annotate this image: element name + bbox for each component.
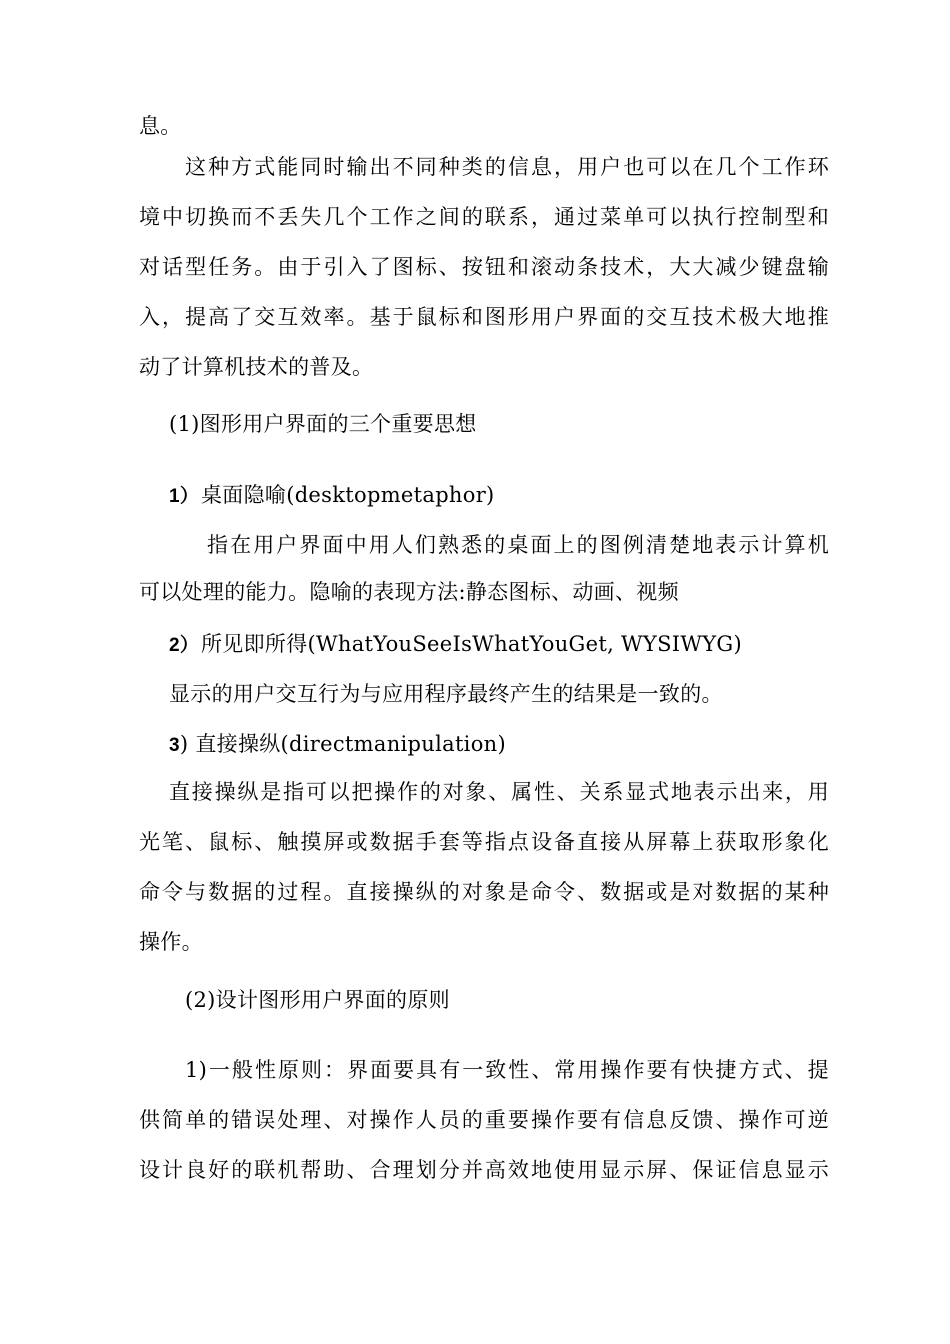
list-item-title: ) 直接操纵(directmanipulation) [179, 732, 506, 756]
paragraph-line: 操作。 [139, 930, 203, 954]
list-item-title: 所见即所得(WhatYouSeeIsWhatYouGet, WYSIWYG) [201, 632, 742, 656]
paragraph-line: 对话型任务。由于引入了图标、按钮和滚动条技术，大大减少键盘输 [139, 255, 829, 279]
list-number: 3 [169, 735, 180, 756]
paragraph-line: 供简单的错误处理、对操作人员的重要操作要有信息反馈、操作可逆 [139, 1108, 829, 1132]
paragraph-line: 息。 [139, 114, 182, 138]
list-item-heading [169, 630, 859, 660]
list-item-heading [169, 730, 859, 760]
list-item-heading [169, 481, 859, 511]
paragraph-line: 光笔、鼠标、触摸屏或数据手套等指点设备直接从屏幕上获取形象化 [139, 830, 829, 854]
list-item-title: 桌面隐喻(desktopmetaphor) [201, 483, 495, 507]
section-heading: (2)设计图形用户界面的原则 [185, 988, 450, 1012]
list-number: 1） [169, 486, 200, 507]
paragraph-line: 1)一般性原则：界面要具有一致性、常用操作要有快捷方式、提 [185, 1058, 829, 1082]
paragraph-line: 入，提高了交互效率。基于鼠标和图形用户界面的交互技术极大地推 [139, 305, 829, 329]
paragraph-line: 设计良好的联机帮助、合理划分并高效地使用显示屏、保证信息显示 [139, 1158, 829, 1182]
paragraph-line: 这种方式能同时输出不同种类的信息，用户也可以在几个工作环 [185, 155, 829, 179]
paragraph-line: 可以处理的能力。隐喻的表现方法:静态图标、动画、视频 [139, 580, 679, 604]
section-heading: (1)图形用户界面的三个重要思想 [169, 412, 477, 436]
paragraph-line: 动了计算机技术的普及。 [139, 355, 374, 379]
paragraph-line: 命令与数据的过程。直接操纵的对象是命令、数据或是对数据的某种 [139, 880, 829, 904]
list-number: 2） [169, 635, 200, 656]
paragraph-line: 直接操纵是指可以把操作的对象、属性、关系显式地表示出来，用 [169, 780, 829, 804]
paragraph-line: 显示的用户交互行为与应用程序最终产生的结果是一致的。 [169, 682, 723, 706]
paragraph-line: 境中切换而不丢失几个工作之间的联系，通过菜单可以执行控制型和 [139, 205, 829, 229]
paragraph-line: 指在用户界面中用人们熟悉的桌面上的图例清楚地表示计算机 [207, 533, 829, 557]
